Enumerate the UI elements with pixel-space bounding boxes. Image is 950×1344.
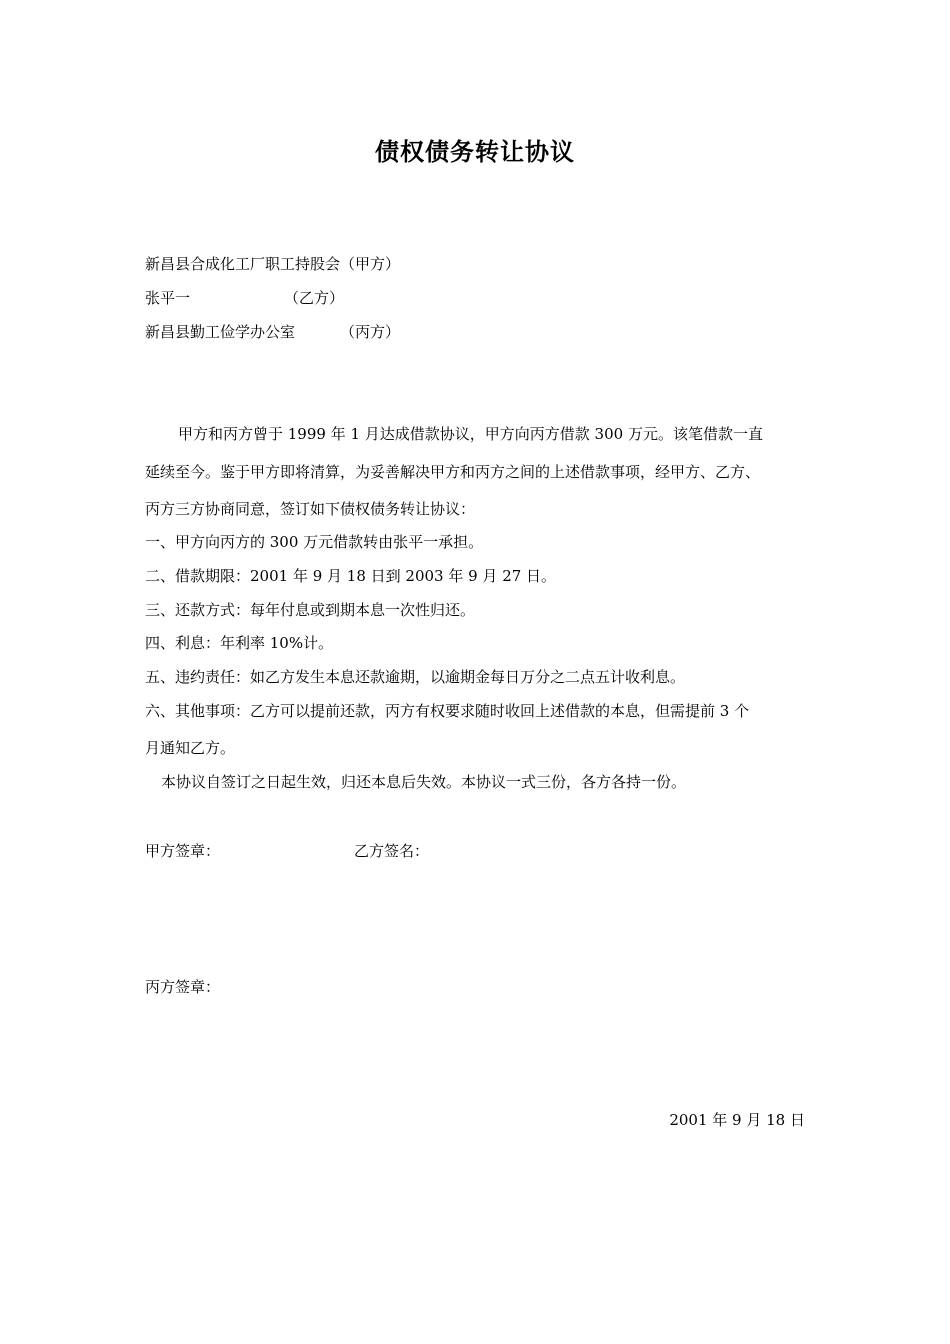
party-c-name: 新昌县勤工俭学办公室 xyxy=(145,323,296,341)
clause-6-line-1: 六、其他事项：乙方可以提前还款，丙方有权要求随时收回上述借款的本息，但需提前 3 个 xyxy=(145,702,750,720)
clause-3: 三、还款方式：每年付息或到期本息一次性归还。 xyxy=(145,601,476,619)
party-b-signature-label: 乙方签名： xyxy=(354,842,430,860)
intro-line-3: 丙方三方协商同意，签订如下债权债务转让协议： xyxy=(145,500,476,518)
intro-line-1: 甲方和丙方曾于 1999 年 1 月达成借款协议，甲方向丙方借款 300 万元。该笔借款一直 xyxy=(178,425,763,443)
document-title: 债权债务转让协议 xyxy=(375,137,575,166)
party-c-signature-label: 丙方签章： xyxy=(145,978,221,996)
party-a-signature-label: 甲方签章： xyxy=(145,842,221,860)
document-date: 2001 年 9 月 18 日 xyxy=(669,1111,805,1129)
clause-5: 五、违约责任：如乙方发生本息还款逾期，以逾期金每日万分之二点五计收利息。 xyxy=(145,668,686,686)
party-b-role: （乙方） xyxy=(284,289,345,307)
party-a-line: 新昌县合成化工厂职工持股会（甲方） xyxy=(145,255,401,273)
party-c-role: （丙方） xyxy=(340,323,401,341)
clause-4: 四、利息：年利率 10%计。 xyxy=(145,634,334,652)
closing-statement: 本协议自签订之日起生效，归还本息后失效。本协议一式三份，各方各持一份。 xyxy=(161,773,687,791)
clause-1: 一、甲方向丙方的 300 万元借款转由张平一承担。 xyxy=(145,533,484,551)
clause-6-line-2: 月通知乙方。 xyxy=(145,739,236,757)
clause-2: 二、借款期限：2001 年 9 月 18 日到 2003 年 9 月 27 日。 xyxy=(145,567,557,585)
party-b-name: 张平一 xyxy=(145,289,191,307)
intro-line-2: 延续至今。鉴于甲方即将清算，为妥善解决甲方和丙方之间的上述借款事项，经甲方、乙方、 xyxy=(145,463,761,481)
